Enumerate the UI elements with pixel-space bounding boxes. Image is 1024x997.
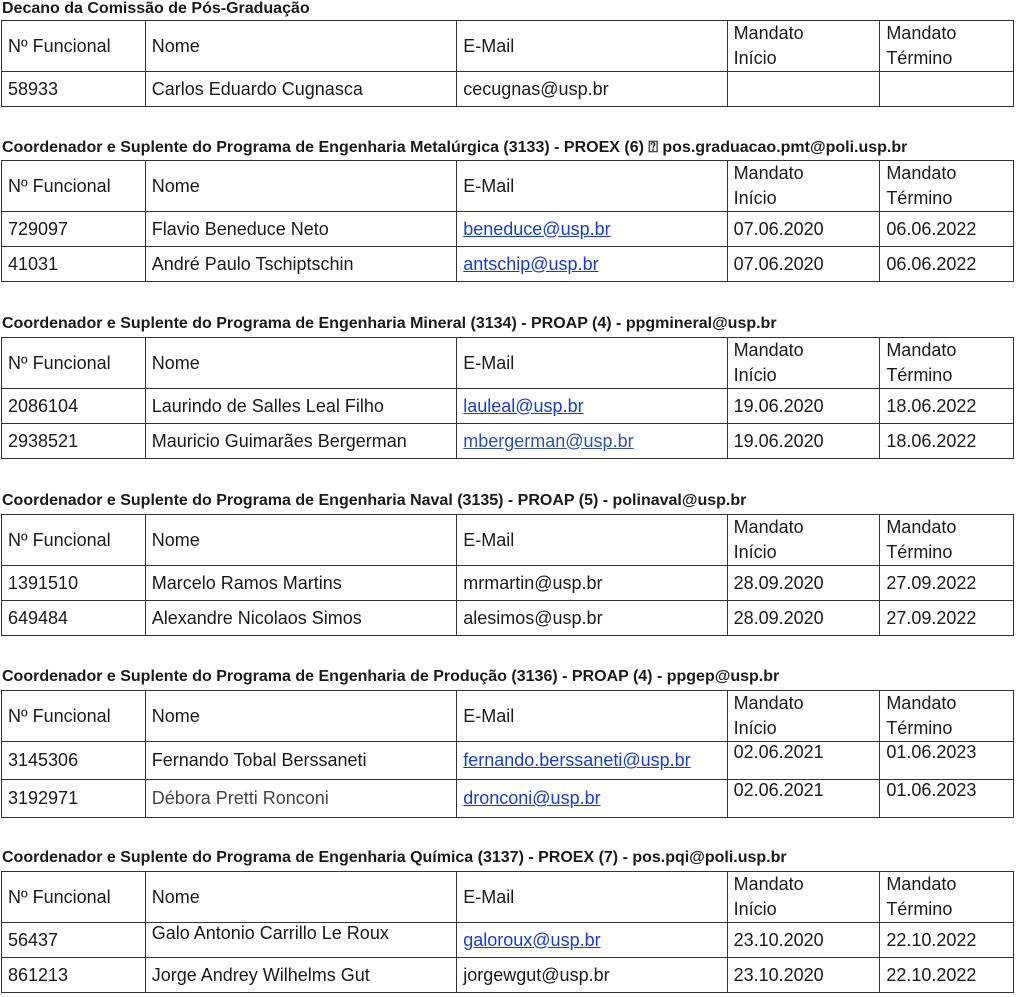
header-inicio: Mandato Início [727, 691, 880, 742]
table-row [2, 72, 1014, 107]
cell-termino: 18.06.2022 [880, 424, 1014, 459]
header-nome: Nome [145, 338, 457, 389]
email-link[interactable]: antschip@usp.br [463, 253, 599, 274]
table-row [2, 212, 1014, 247]
cell-nome: Laurindo de Salles Leal Filho [145, 389, 457, 424]
cell-email: mrmartin@usp.br [457, 566, 727, 601]
cell-nome: Alexandre Nicolaos Simos [145, 601, 457, 636]
table-header-row [2, 161, 1014, 212]
cell-funcional: 2938521 [2, 424, 146, 459]
table-header-row [2, 515, 1014, 566]
cell-inicio: 28.09.2020 [727, 566, 880, 601]
cell-termino: 18.06.2022 [880, 389, 1014, 424]
section-title: Coordenador e Suplente do Programa de Engenharia Metalúrgica (3133) - PROEX (6) ⍰ pos.graduacao.pmt@poli.usp.br [2, 139, 908, 156]
email-link[interactable]: lauleal@usp.br [463, 395, 584, 416]
header-email: E-Mail [457, 21, 727, 72]
section-title: Decano da Comissão de Pós-Graduação [2, 0, 310, 17]
header-inicio: Mandato Início [727, 161, 880, 212]
cell-nome: Fernando Tobal Berssaneti [145, 742, 457, 780]
cell-inicio: 23.10.2020 [727, 958, 880, 993]
header-nome: Nome [145, 21, 457, 72]
members-table [1, 337, 1014, 459]
cell-email: jorgewgut@usp.br [457, 958, 727, 993]
cell-nome: Mauricio Guimarães Bergerman [145, 424, 457, 459]
header-termino: Mandato Término [880, 338, 1014, 389]
section-title: Coordenador e Suplente do Programa de Engenharia de Produção (3136) - PROAP (4) - ppgep@usp.br [2, 668, 780, 685]
header-nome: Nome [145, 691, 457, 742]
cell-email [457, 923, 727, 958]
cell-termino: 22.10.2022 [880, 958, 1014, 993]
members-table [1, 20, 1014, 107]
section-title: Coordenador e Suplente do Programa de Engenharia Mineral (3134) - PROAP (4) - ppgmineral@usp.br [2, 315, 777, 332]
cell-email [457, 742, 727, 780]
table-header-row [2, 872, 1014, 923]
cell-nome: André Paulo Tschiptschin [145, 247, 457, 282]
members-table [1, 871, 1014, 993]
section-title: Coordenador e Suplente do Programa de Engenharia Naval (3135) - PROAP (5) - polinaval@usp.br [2, 492, 747, 509]
table-row [2, 566, 1014, 601]
header-termino: Mandato Término [880, 691, 1014, 742]
email-link[interactable]: dronconi@usp.br [463, 788, 601, 808]
cell-termino: 27.09.2022 [880, 601, 1014, 636]
header-email: E-Mail [457, 515, 727, 566]
cell-funcional: 3145306 [2, 742, 146, 780]
cell-nome: Galo Antonio Carrillo Le Roux [145, 923, 457, 958]
cell-nome: Marcelo Ramos Martins [145, 566, 457, 601]
cell-funcional: 729097 [2, 212, 146, 247]
cell-inicio: 07.06.2020 [727, 247, 880, 282]
cell-inicio: 02.06.2021 [727, 742, 880, 780]
section-title: Coordenador e Suplente do Programa de Engenharia Química (3137) - PROEX (7) - pos.pqi@poli.usp.br [2, 849, 787, 866]
cell-email: cecugnas@usp.br [457, 72, 727, 107]
cell-termino: 06.06.2022 [880, 247, 1014, 282]
header-email: E-Mail [457, 691, 727, 742]
cell-inicio [727, 72, 880, 107]
header-email: E-Mail [457, 338, 727, 389]
cell-email [457, 212, 727, 247]
header-termino: Mandato Término [880, 161, 1014, 212]
table-row [2, 923, 1014, 958]
header-nome: Nome [145, 161, 457, 212]
table-row [2, 247, 1014, 282]
cell-termino: 06.06.2022 [880, 212, 1014, 247]
header-funcional: Nº Funcional [2, 872, 146, 923]
cell-funcional: 649484 [2, 601, 146, 636]
header-nome: Nome [145, 515, 457, 566]
members-table [1, 160, 1014, 282]
table-row [2, 424, 1014, 459]
header-funcional: Nº Funcional [2, 161, 146, 212]
header-inicio: Mandato Início [727, 515, 880, 566]
header-email: E-Mail [457, 872, 727, 923]
email-link[interactable]: beneduce@usp.br [463, 218, 611, 239]
cell-funcional: 1391510 [2, 566, 146, 601]
cell-email [457, 424, 727, 459]
members-table [1, 514, 1014, 636]
cell-inicio: 19.06.2020 [727, 389, 880, 424]
cell-funcional: 58933 [2, 72, 146, 107]
cell-funcional: 2086104 [2, 389, 146, 424]
header-funcional: Nº Funcional [2, 338, 146, 389]
cell-inicio: 02.06.2021 [727, 780, 880, 818]
email-link[interactable]: fernando.berssaneti@usp.br [463, 750, 691, 770]
cell-funcional: 861213 [2, 958, 146, 993]
cell-email: alesimos@usp.br [457, 601, 727, 636]
cell-nome: Flavio Beneduce Neto [145, 212, 457, 247]
header-termino: Mandato Término [880, 515, 1014, 566]
cell-nome: Jorge Andrey Wilhelms Gut [145, 958, 457, 993]
header-funcional: Nº Funcional [2, 691, 146, 742]
cell-nome: Carlos Eduardo Cugnasca [145, 72, 457, 107]
cell-inicio: 28.09.2020 [727, 601, 880, 636]
table-row [2, 742, 1014, 780]
cell-termino [880, 72, 1014, 107]
cell-inicio: 23.10.2020 [727, 923, 880, 958]
header-inicio: Mandato Início [727, 338, 880, 389]
cell-funcional: 56437 [2, 923, 146, 958]
header-nome: Nome [145, 872, 457, 923]
cell-funcional: 3192971 [2, 780, 146, 818]
header-termino: Mandato Término [880, 21, 1014, 72]
email-link[interactable]: galoroux@usp.br [463, 929, 601, 950]
cell-termino: 01.06.2023 [880, 742, 1014, 780]
header-termino: Mandato Término [880, 872, 1014, 923]
header-email: E-Mail [457, 161, 727, 212]
table-header-row [2, 21, 1014, 72]
table-row [2, 389, 1014, 424]
cell-email [457, 247, 727, 282]
table-header-row [2, 691, 1014, 742]
header-inicio: Mandato Início [727, 872, 880, 923]
header-funcional: Nº Funcional [2, 21, 146, 72]
cell-email [457, 389, 727, 424]
cell-inicio: 19.06.2020 [727, 424, 880, 459]
header-funcional: Nº Funcional [2, 515, 146, 566]
cell-termino: 01.06.2023 [880, 780, 1014, 818]
cell-termino: 27.09.2022 [880, 566, 1014, 601]
email-link[interactable]: mbergerman@usp.br [463, 430, 634, 451]
header-inicio: Mandato Início [727, 21, 880, 72]
table-header-row [2, 338, 1014, 389]
cell-nome: Débora Pretti Ronconi [145, 780, 457, 818]
members-table [1, 690, 1014, 818]
table-row [2, 601, 1014, 636]
cell-email [457, 780, 727, 818]
table-row [2, 780, 1014, 818]
cell-funcional: 41031 [2, 247, 146, 282]
cell-termino: 22.10.2022 [880, 923, 1014, 958]
table-row [2, 958, 1014, 993]
cell-inicio: 07.06.2020 [727, 212, 880, 247]
